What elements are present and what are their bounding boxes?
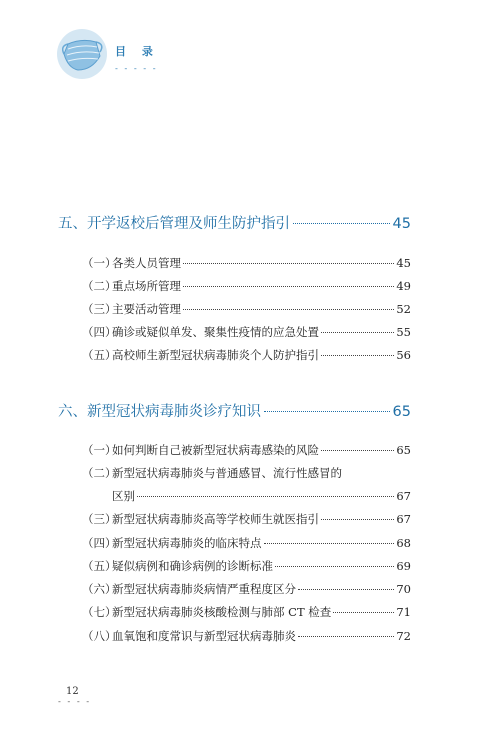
toc-header bbox=[56, 28, 256, 88]
dot-leader bbox=[183, 309, 394, 310]
toc-section[interactable] bbox=[58, 400, 411, 421]
toc-entry[interactable] bbox=[82, 604, 411, 620]
page-number: 12 bbox=[66, 686, 79, 697]
entry-number: （三） bbox=[82, 302, 117, 316]
entry-number: （五） bbox=[82, 348, 117, 362]
entry-number: （六） bbox=[82, 582, 117, 596]
entry-title: 新型冠状病毒肺炎高等学校师生就医指引 bbox=[112, 512, 319, 526]
entry-number: （一） bbox=[82, 443, 117, 457]
entry-number: （一） bbox=[82, 256, 117, 270]
toc-entry[interactable] bbox=[82, 628, 411, 644]
entry-number: （四） bbox=[82, 325, 117, 339]
entry-title: 高校师生新型冠状病毒肺炎个人防护指引 bbox=[112, 348, 319, 362]
toc-entry[interactable] bbox=[82, 442, 411, 458]
toc-title: 目 录 bbox=[115, 45, 159, 58]
title-underline: - - - - - bbox=[115, 64, 158, 73]
dot-leader bbox=[321, 519, 394, 520]
dot-leader bbox=[183, 263, 394, 264]
entry-title: 新型冠状病毒肺炎核酸检测与肺部 CT 检查 bbox=[112, 605, 332, 619]
dot-leader bbox=[137, 496, 394, 497]
dot-leader bbox=[293, 223, 390, 224]
entry-title: 疑似病例和确诊病例的诊断标准 bbox=[112, 559, 273, 573]
toc-entry[interactable] bbox=[82, 255, 411, 271]
dot-leader bbox=[321, 332, 394, 333]
page-number-underline: - - - - bbox=[58, 697, 92, 706]
dot-leader bbox=[321, 355, 394, 356]
face-mask-icon bbox=[56, 28, 108, 80]
entry-number: （二） bbox=[82, 279, 117, 293]
dot-leader bbox=[298, 636, 394, 637]
entry-number: （八） bbox=[82, 629, 117, 643]
entry-page: 52 bbox=[396, 302, 411, 316]
entry-title: 新型冠状病毒肺炎的临床特点 bbox=[112, 536, 262, 550]
entry-number: （七） bbox=[82, 605, 117, 619]
entry-title: 如何判断自己被新型冠状病毒感染的风险 bbox=[112, 443, 319, 457]
entry-number: （五） bbox=[82, 559, 117, 573]
entry-page: 72 bbox=[396, 629, 411, 643]
toc-entry[interactable] bbox=[82, 558, 411, 574]
toc-entry[interactable] bbox=[82, 511, 411, 527]
entry-page: 67 bbox=[396, 512, 411, 526]
entry-page: 56 bbox=[396, 348, 411, 362]
entry-page: 71 bbox=[396, 605, 411, 619]
entry-page: 55 bbox=[396, 325, 411, 339]
entry-number: （三） bbox=[82, 512, 117, 526]
entry-number: （二） bbox=[82, 466, 117, 480]
toc-entry[interactable] bbox=[82, 347, 411, 363]
entry-page: 45 bbox=[396, 256, 411, 270]
dot-leader bbox=[264, 411, 390, 412]
entry-title: 确诊或疑似单发、聚集性疫情的应急处置 bbox=[112, 325, 319, 339]
toc-entry[interactable] bbox=[82, 581, 411, 597]
section-title: 六、新型冠状病毒肺炎诊疗知识 bbox=[58, 404, 261, 420]
section-title: 五、开学返校后管理及师生防护指引 bbox=[58, 216, 290, 232]
entry-title: 重点场所管理 bbox=[112, 279, 181, 293]
entry-page: 67 bbox=[396, 489, 411, 503]
entry-title: 主要活动管理 bbox=[112, 302, 181, 316]
dot-leader bbox=[321, 450, 394, 451]
section-page: 65 bbox=[392, 404, 411, 420]
dot-leader bbox=[333, 612, 394, 613]
toc-entry[interactable] bbox=[82, 535, 411, 551]
entry-title: 各类人员管理 bbox=[112, 256, 181, 270]
entry-title: 新型冠状病毒肺炎与普通感冒、流行性感冒的 bbox=[112, 466, 342, 480]
entry-page: 70 bbox=[396, 582, 411, 596]
toc-entry[interactable] bbox=[82, 278, 411, 294]
toc-entry-continuation[interactable] bbox=[112, 488, 411, 504]
entry-title: 新型冠状病毒肺炎病情严重程度区分 bbox=[112, 582, 296, 596]
entry-page: 68 bbox=[396, 536, 411, 550]
dot-leader bbox=[275, 566, 394, 567]
entry-page: 49 bbox=[396, 279, 411, 293]
toc-entry[interactable] bbox=[82, 324, 411, 340]
entry-page: 65 bbox=[396, 443, 411, 457]
toc-entry[interactable] bbox=[82, 465, 411, 481]
dot-leader bbox=[298, 589, 394, 590]
entry-page: 69 bbox=[396, 559, 411, 573]
dot-leader bbox=[264, 543, 395, 544]
entry-title: 血氧饱和度常识与新型冠状病毒肺炎 bbox=[112, 629, 296, 643]
entry-number: （四） bbox=[82, 536, 117, 550]
entry-title-continuation: 区别 bbox=[112, 489, 135, 503]
dot-leader bbox=[183, 286, 394, 287]
section-page: 45 bbox=[392, 216, 411, 232]
toc-entry[interactable] bbox=[82, 301, 411, 317]
toc-section[interactable] bbox=[58, 212, 411, 233]
